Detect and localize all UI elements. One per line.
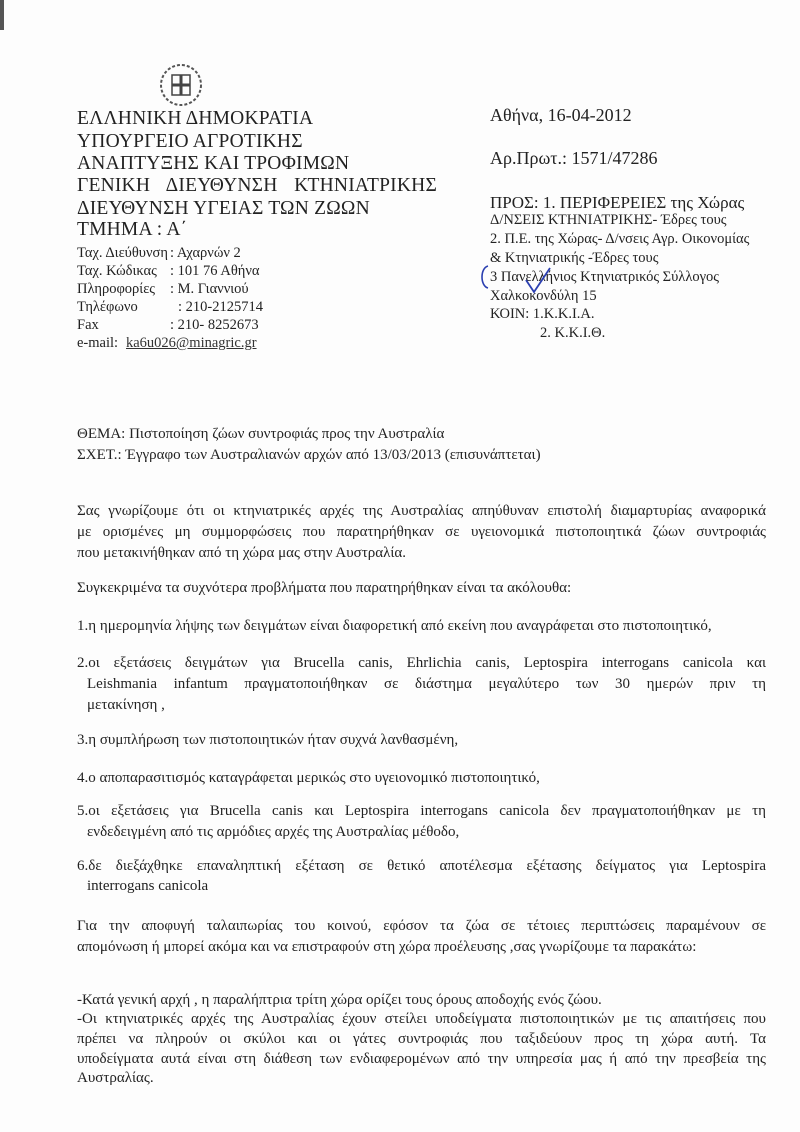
- contact-label: Ταχ. Διεύθυνση: [77, 245, 168, 261]
- recipient-line: Χαλκοκονδύλη 15: [490, 288, 597, 304]
- subject-line: ΘΕΜΑ: Πιστοποίηση ζώων συντροφιάς προς την Αυστραλία: [77, 426, 445, 442]
- issuer-line: ΔΙΕΥΘΥΝΣΗ ΥΓΕΙΑΣ ΤΩΝ ΖΩΩΝ: [77, 198, 370, 219]
- greek-emblem-icon: [158, 62, 204, 108]
- issuer-line: ΤΜΗΜΑ : Α΄: [77, 219, 188, 240]
- recipient-line: 2. Κ.Κ.Ι.Θ.: [540, 325, 606, 341]
- paragraph-line: Για την αποφυγή ταλαιπωρίας του κοινού, εφόσον τα ζώα σε τέτοιες περιπτώσεις παραμένουν σε: [77, 918, 766, 934]
- intro-line: με ορισμένες μη συμμορφώσεις που παρατηρήθηκαν σε υγειονομικά πιστοποιητικά ζώων συντροφιάς: [77, 524, 766, 540]
- issue-item-line: 6.δε διεξάχθηκε επαναληπτική εξέταση σε θετικό αποτέλεσμα εξέτασης δείγματος για Leptospira: [77, 858, 766, 874]
- recipient-line: ΚΟΙΝ: 1.Κ.Κ.Ι.Α.: [490, 306, 595, 322]
- protocol-number: Αρ.Πρωτ.: 1571/47286: [490, 148, 658, 168]
- contact-label: Τηλέφωνο: [77, 299, 138, 315]
- email-label: e-mail:: [77, 335, 119, 351]
- scan-edge-mark: [0, 0, 4, 30]
- recipients-title: ΠΡΟΣ: 1. ΠΕΡΙΦΕΡΕΙΕΣ της Χώρας: [490, 193, 745, 212]
- issue-item-line: 5.οι εξετάσεις για Brucella canis και Leptospira interrogans canicola δεν πραγματοποιήθηκαν με τη: [77, 803, 766, 819]
- issue-item-line: μετακίνηση ,: [87, 697, 165, 713]
- intro-line: Σας γνωρίζουμε ότι οι κτηνιατρικές αρχές της Αυστραλίας απηύθυναν επιστολή διαμαρτυρίας αναφορικά: [77, 503, 766, 519]
- contact-value: : 101 76 Αθήνα: [170, 263, 260, 279]
- bullet-line: πρέπει να πληρούν οι σκύλοι και οι γάτες συντροφιάς που ταξιδεύουν προς τη χώρα αυτή. Τα: [77, 1031, 766, 1047]
- issue-item-line: 4.ο αποπαρασιτισμός καταγράφεται μερικώς στο υγειονομικό πιστοποιητικό,: [77, 770, 540, 786]
- issuer-line: ΑΝΑΠΤΥΞΗΣ ΚΑΙ ΤΡΟΦΙΜΩΝ: [77, 153, 350, 174]
- contact-value: : 210-2125714: [178, 299, 263, 315]
- issuer-line: ΓΕΝΙΚΗ ΔΙΕΥΘΥΝΣΗ ΚΤΗΝΙΑΤΡΙΚΗΣ: [77, 175, 437, 196]
- issue-item-line: Leishmania infantum πραγματοποιήθηκαν σε διάστημα μεγαλύτερο των 30 ημερών πριν τη: [87, 676, 766, 692]
- recipient-line: 3 Πανελλήνιος Κτηνιατρικός Σύλλογος: [490, 269, 720, 285]
- date: Αθήνα, 16-04-2012: [490, 105, 632, 125]
- issue-item-line: 3.η συμπλήρωση των πιστοποιητικών ήταν συχνά λανθασμένη,: [77, 732, 459, 748]
- issuer-line: ΕΛΛΗΝΙΚΗ ΔΗΜΟΚΡΑΤΙΑ: [77, 108, 314, 129]
- contact-label: Ταχ. Κώδικας: [77, 263, 157, 279]
- contact-value: : 210- 8252673: [170, 317, 259, 333]
- intro-line: που μετακινήθηκαν από τη χώρα μας στην Αυστραλία.: [77, 545, 407, 561]
- bullet-line: -Κατά γενική αρχή , η παραλήπτρια τρίτη χώρα ορίζει τους όρους αποδοχής ενός ζώου.: [77, 992, 602, 1008]
- handwritten-marks: [478, 262, 558, 298]
- bullet-line: -Οι κτηνιατρικές αρχές της Αυστραλίας έχουν στείλει υποδείγματα πιστοποιητικών με τις απαιτήσεις που: [77, 1011, 766, 1027]
- contact-value: : Μ. Γιαννιού: [170, 281, 249, 297]
- issuer-line: ΥΠΟΥΡΓΕΙΟ ΑΓΡΟΤΙΚΗΣ: [77, 131, 303, 152]
- issue-item-line: ενδεδειγμένη από τις αρμόδιες αρχές της Αυστραλίας μέθοδο,: [87, 824, 460, 840]
- contact-label: Πληροφορίες: [77, 281, 156, 297]
- contact-label: Fax: [77, 317, 99, 333]
- recipient-line: Δ/ΝΣΕΙΣ ΚΤΗΝΙΑΤΡΙΚΗΣ- Έδρες τους: [490, 212, 727, 228]
- contact-value: : Αχαρνών 2: [170, 245, 241, 261]
- reference-line: ΣΧΕΤ.: Έγγραφο των Αυστραλιανών αρχών από 13/03/2013 (επισυνάπτεται): [77, 447, 541, 463]
- recipient-line: 2. Π.Ε. της Χώρας- Δ/νσεις Αγρ. Οικονομίας: [490, 231, 750, 247]
- email-link[interactable]: ka6u026@minagric.gr: [126, 335, 257, 351]
- recipient-line: & Κτηνιατρικής -Έδρες τους: [490, 250, 659, 266]
- bullet-line: υποδείγματα αυτά είναι στη διάθεση των ενδιαφερομένων από την υπηρεσία μας ή από την πρεσβεία της: [77, 1051, 766, 1067]
- lead-sentence: Συγκεκριμένα τα συχνότερα προβλήματα που παρατηρήθηκαν είναι τα ακόλουθα:: [77, 580, 572, 596]
- issue-item-line: 2.οι εξετάσεις δειγμάτων για Brucella canis, Ehrlichia canis, Leptospira interrogans canicola και: [77, 655, 766, 671]
- bullet-line: Αυστραλίας.: [77, 1070, 154, 1086]
- paragraph-line: απομόνωση ή μπορεί ακόμα και να επιστραφούν στη χώρα προέλευσης ,σας γνωρίζουμε τα παρακάτω:: [77, 939, 697, 955]
- issue-item-line: 1.η ημερομηνία λήψης των δειγμάτων είναι διαφορετική από εκείνη που αναγράφεται στο πιστοποιητικό,: [77, 618, 712, 634]
- issue-item-line: interrogans canicola: [87, 878, 209, 894]
